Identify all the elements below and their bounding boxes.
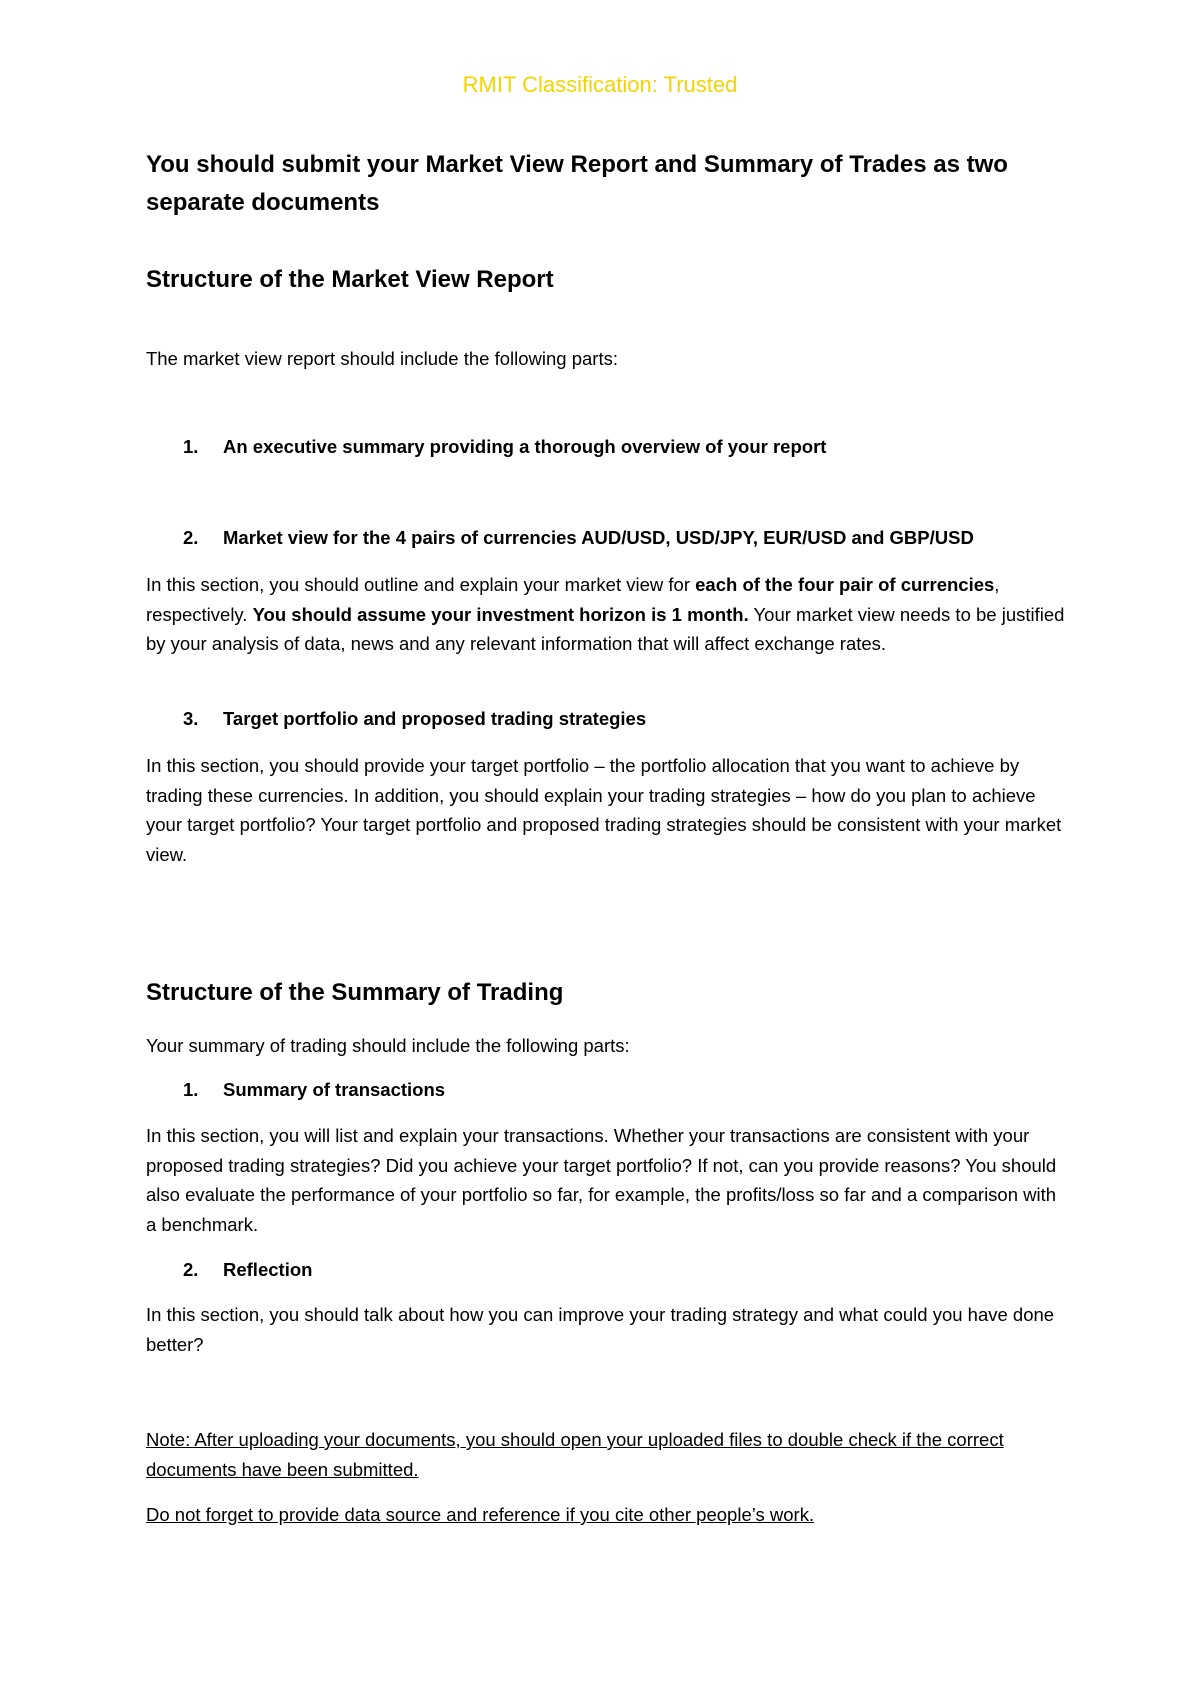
list-number: 2. — [183, 527, 199, 548]
paragraph: In this section, you should provide your target portfolio – the portfolio allocation that you want to achieve by trading these currencies. In addition, you should explain your trading strategies – how do you plan to achieve your target portfolio? Your target portfolio and proposed trading strategies should be consistent with your market view. — [146, 755, 1062, 865]
summary-heading-block — [146, 979, 1066, 1007]
market-view-intro-block — [146, 344, 1066, 374]
summary-item-1-body — [146, 1121, 1066, 1239]
list-label: Summary of transactions — [223, 1079, 446, 1100]
market-view-item-2 — [146, 527, 1066, 549]
upload-note: Note: After uploading your documents, you should open your uploaded files to double check if the correct documents have been submitted. — [146, 1429, 1004, 1480]
list-label: Reflection — [223, 1259, 313, 1280]
list-label: An executive summary providing a thorough overview of your report — [223, 436, 827, 457]
note-1-block — [146, 1425, 1066, 1484]
list-label: Target portfolio and proposed trading strategies — [223, 708, 647, 729]
summary-heading: Structure of the Summary of Trading — [146, 979, 564, 1006]
summary-item-2-body — [146, 1300, 1066, 1359]
market-view-item-3-body — [146, 751, 1066, 869]
summary-intro-block — [146, 1031, 1066, 1061]
reference-note: Do not forget to provide data source and reference if you cite other people’s work. — [146, 1504, 815, 1525]
list-number: 1. — [183, 436, 199, 457]
paragraph: In this section, you should talk about how you can improve your trading strategy and what could you have done better? — [146, 1304, 1055, 1355]
list-number: 2. — [183, 1259, 199, 1280]
page-title: You should submit your Market View Report and Summary of Trades as two separate documents — [146, 151, 1008, 216]
market-view-item-1 — [146, 436, 1066, 458]
paragraph: In this section, you should outline and explain your market view for each of the four pair of currencies, respectively. You should assume your investment horizon is 1 month. Your market view needs to be justified by your analysis of data, news and any relevant information that will affect exchange rates. — [146, 574, 1065, 654]
market-view-item-3 — [146, 708, 1066, 730]
list-number: 1. — [183, 1079, 199, 1100]
market-view-intro: The market view report should include the following parts: — [146, 348, 618, 369]
paragraph: In this section, you will list and explain your transactions. Whether your transactions are consistent with your proposed trading strategies? Did you achieve your target portfolio? If not, can you provide reasons? You should also evaluate the performance of your portfolio so far, for example, the profits/loss so far and a comparison with a benchmark. — [146, 1125, 1057, 1235]
list-label: Market view for the 4 pairs of currencies AUD/USD, USD/JPY, EUR/USD and GBP/USD — [223, 527, 974, 548]
summary-item-2 — [146, 1259, 1066, 1281]
market-view-item-2-body — [146, 570, 1066, 659]
note-2-block — [146, 1500, 1066, 1530]
summary-item-1 — [146, 1079, 1066, 1101]
classification-label: RMIT Classification: Trusted — [462, 72, 738, 97]
summary-intro: Your summary of trading should include the following parts: — [146, 1035, 630, 1056]
list-number: 3. — [183, 708, 199, 729]
market-view-heading: Structure of the Market View Report — [146, 266, 554, 293]
market-view-heading-block — [146, 266, 1066, 294]
